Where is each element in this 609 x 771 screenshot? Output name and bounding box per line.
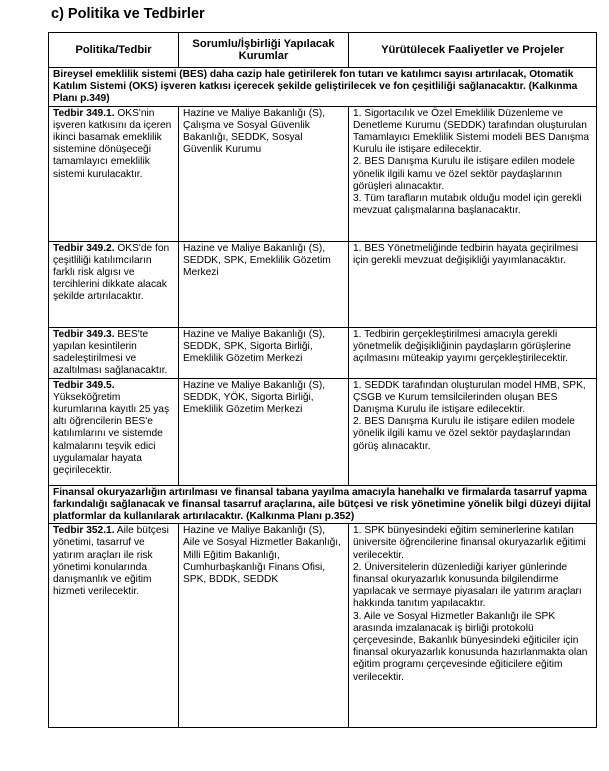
activity-item: 1. SEDDK tarafından oluşturulan model HMB, SPK, ÇSGB ve Kurum temsilcilerinden oluşan BES Danışma Kurulu ile istişare edilecektir.	[353, 379, 586, 416]
measure-text: Yükseköğretim kurumlarına kayıtlı 25 yaş altı öğrencilerin BES'e katılımlarını ve sistemde kalmalarını teşvik edici uygulamalar hayata geçirilecektir.	[53, 391, 170, 477]
measure-text: BES'te yapılan kesintilerin sadeleştirilmesi ve azaltılması sağlanacaktır.	[53, 328, 168, 377]
activities-cell	[349, 241, 597, 327]
measure-id: Tedbir 349.2.	[53, 242, 115, 254]
activity-item: 1. Sigortacılık ve Özel Emeklilik Düzenleme ve Denetleme Kurumu (SEDDK) tarafından oluşturulan Tamamlayıcı Emeklilik Sistemi modeli BES Danışma Kurulu ile istişare edilecektir.	[353, 107, 590, 156]
measure-id: Tedbir 352.1.	[53, 525, 115, 537]
activity-item: 1. BES Yönetmeliğinde tedbirin hayata geçirilmesi için gerekli mevzuat değişikliği yayımlanacaktır.	[353, 242, 579, 266]
policy-table	[48, 32, 597, 728]
table-row	[49, 524, 597, 728]
activity-item: 2. Üniversitelerin düzenlediği kariyer günlerinde finansal okuryazarlık konusunda bilgilendirme yapılacak ve sermaye piyasaları ile yatırım araçları hakkında tanıtım yapılacaktır.	[353, 561, 582, 610]
table-row	[49, 327, 597, 378]
measure-text: Aile bütçesi yönetimi, tasarruf ve yatırım araçları ile risk yönetimi konularında danışmanlık ve eğitim hizmeti verilecektir.	[53, 525, 169, 598]
measure-id: Tedbir 349.1.	[53, 107, 115, 119]
column-header-activities: Yürütülecek Faaliyetler ve Projeler	[349, 33, 597, 68]
table-row	[49, 241, 597, 327]
measure-cell	[49, 524, 179, 728]
institutions-cell: Hazine ve Maliye Bakanlığı (S), Çalışma ve Sosyal Güvenlik Bakanlığı, SEDDK, Sosyal Güvenlik Kurumu	[179, 106, 349, 241]
section-heading: c) Politika ve Tedbirler	[51, 6, 205, 22]
institutions-cell: Hazine ve Maliye Bakanlığı (S), SEDDK, SPK, Emeklilik Gözetim Merkezi	[179, 241, 349, 327]
column-header-institutions: Sorumlu/İşbirliği Yapılacak Kurumlar	[179, 33, 349, 68]
policy-section-row	[49, 68, 597, 107]
activity-item: 2. BES Danışma Kurulu ile istişare edilen modele yönelik ilgili kamu ve özel sektör paydaşlarından görüş alınacaktır.	[353, 416, 575, 452]
policy-statement: Finansal okuryazarlığın artırılması ve finansal tabana yayılma amacıyla hanehalkı ve firmalarda tasarruf yapma farkındalığı sağlanacak ve finansal tasarruf araçlarına, aile bütçesi ve risk yönetimine yönelik bilgi düzeyi dijital platformlar da kullanılarak artırılacaktır. (Kalkınma Planı p.352)	[49, 485, 597, 524]
measure-id: Tedbir 349.5.	[53, 379, 115, 391]
activities-cell	[349, 524, 597, 728]
table-row	[49, 378, 597, 485]
measure-cell	[49, 327, 179, 378]
activities-cell	[349, 106, 597, 241]
activity-item: 3. Aile ve Sosyal Hizmetler Bakanlığı ile SPK arasında imzalanacak iş birliği protokolü çerçevesinde, Bakanlık bünyesindeki eğiticiler için finansal okuryazarlık konusunda hazırlanmakta olan eğitim programı çerçevesinde eğiticilere eğitim verilecektir.	[353, 610, 588, 683]
table-header-row	[49, 33, 597, 68]
policy-statement: Bireysel emeklilik sistemi (BES) daha cazip hale getirilerek fon tutarı ve katılımcı sayısı artırılacak, Otomatik Katılım Sistemi (OKS) işveren katkısı içerecek şekilde geliştirilecek ve fon çeşitliliği sağlanacaktır. (Kalkınma Planı p.349)	[49, 68, 597, 107]
activity-item: 3. Tüm tarafların mutabık olduğu model için gerekli mevzuat çalışmalarına başlanacaktır.	[353, 193, 582, 217]
measure-text: OKS'nin işveren katkısını da içeren ikinci basamak emeklilik sistemine dönüşeceği tamamlayıcı emeklilik sistemi kurulacaktır.	[53, 107, 172, 180]
measure-id: Tedbir 349.3.	[53, 328, 115, 340]
measure-text: OKS'de fon çeşitliliği katılımcıların farklı risk algısı ve tercihlerini dikkate alacak şekilde artırılacaktır.	[53, 242, 170, 303]
institutions-cell: Hazine ve Maliye Bakanlığı (S), SEDDK, SPK, Sigorta Birliği, Emeklilik Gözetim Merkezi	[179, 327, 349, 378]
table-row	[49, 106, 597, 241]
column-header-policy: Politika/Tedbir	[49, 33, 179, 68]
activity-item: 1. Tedbirin gerçekleştirilmesi amacıyla gerekli yönetmelik değişikliğinin paydaşların görüşlerine açılmasını müteakip yayımı gerçekleştirilecektir.	[353, 328, 572, 365]
measure-cell	[49, 378, 179, 485]
activities-cell	[349, 327, 597, 378]
measure-cell	[49, 241, 179, 327]
policy-section-row	[49, 485, 597, 524]
activity-item: 1. SPK bünyesindeki eğitim seminerlerine katılan üniversite öğrencilerine finansal okuryazarlık eğitimi verilecektir.	[353, 525, 586, 561]
institutions-cell: Hazine ve Maliye Bakanlığı (S), SEDDK, YÖK, Sigorta Birliği, Emeklilik Gözetim Merkezi	[179, 378, 349, 485]
activity-item: 2. BES Danışma Kurulu ile istişare edilen modele yönelik ilgili kamu ve özel sektör paydaşlarının görüşleri alınacaktır.	[353, 156, 575, 192]
institutions-cell: Hazine ve Maliye Bakanlığı (S), Aile ve Sosyal Hizmetler Bakanlığı, Milli Eğitim Bakanlığı, Cumhurbaşkanlığı Finans Ofisi, SPK, BDDK, SEDDK	[179, 524, 349, 728]
activities-cell	[349, 378, 597, 485]
measure-cell	[49, 106, 179, 241]
table-body	[49, 68, 597, 728]
